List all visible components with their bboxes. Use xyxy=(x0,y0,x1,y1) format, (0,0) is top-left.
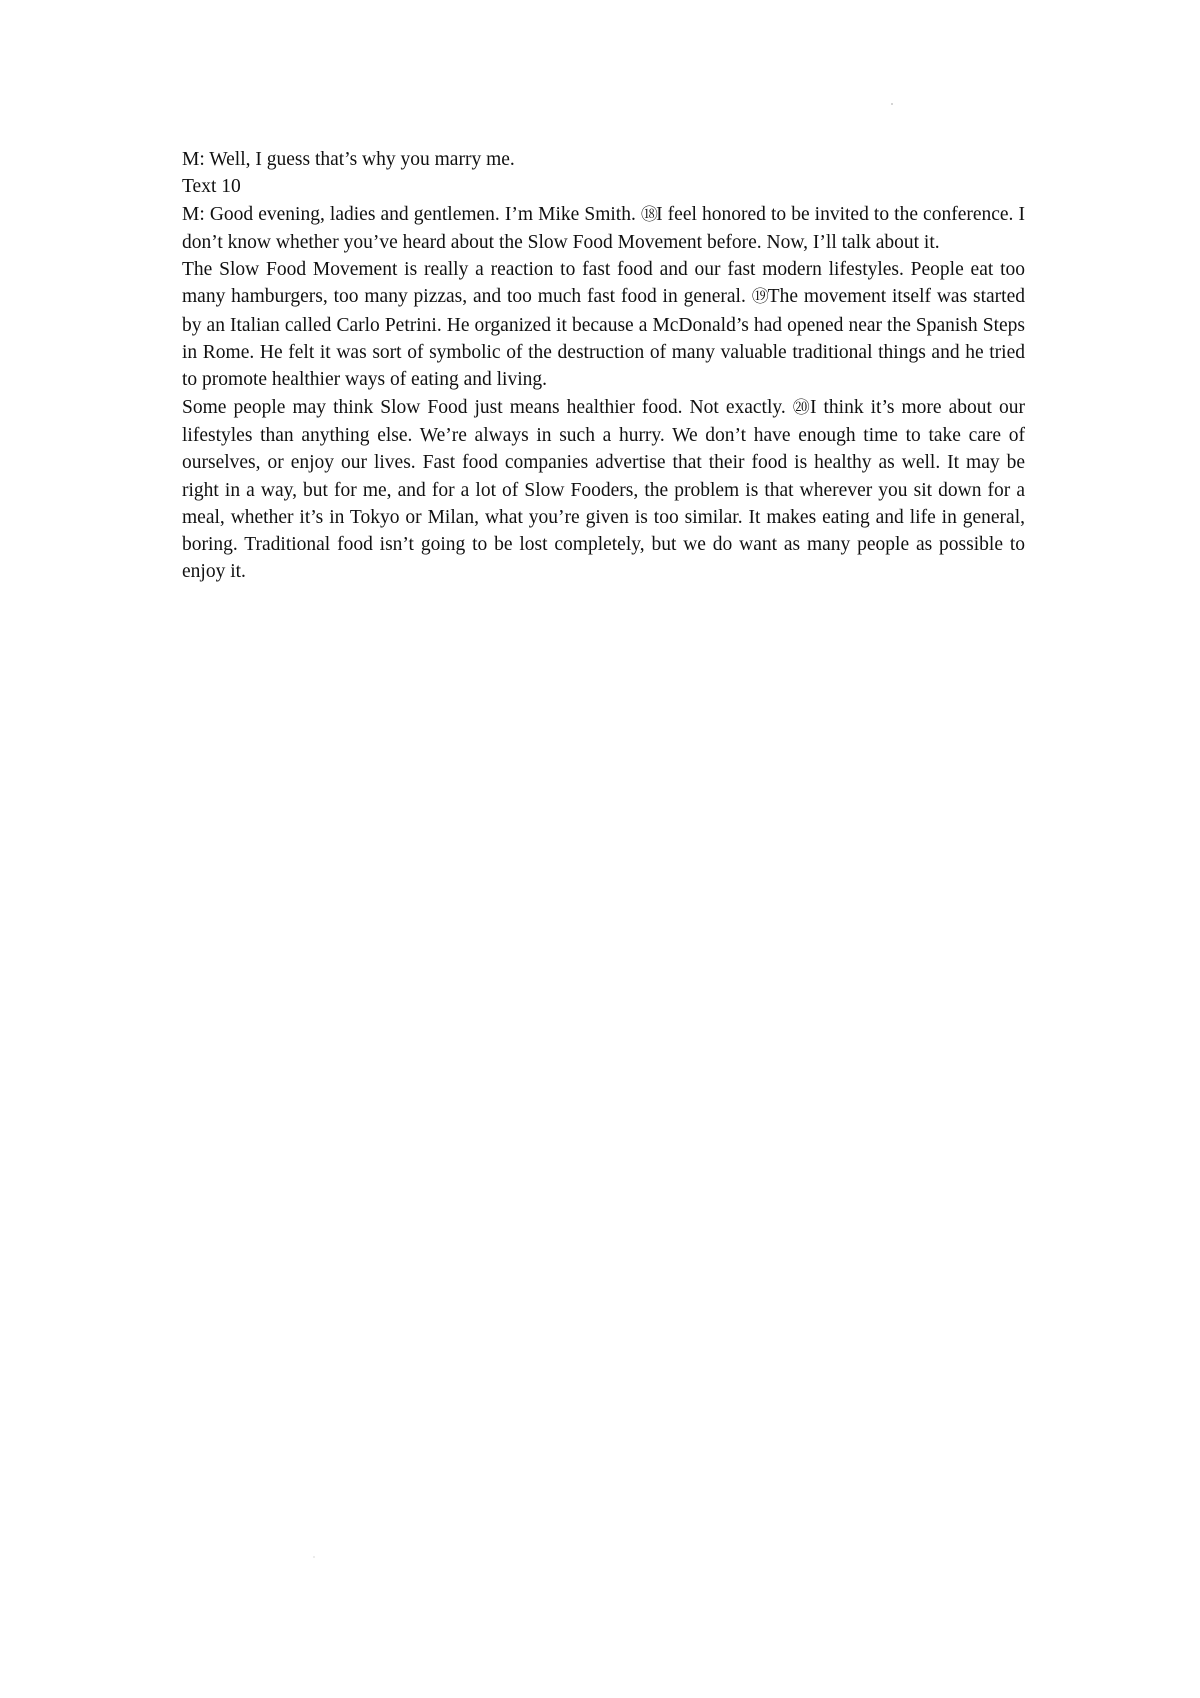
paragraph-intro-part-b: I feel honored to be invited to the conference. I don’t know whether you’ve heard about the Slow Food Movement before. Now, I’ll talk about it. xyxy=(182,203,1026,253)
question-marker-18: ⑱ xyxy=(640,204,654,225)
previous-dialogue-line: M: Well, I guess that’s why you marry me. xyxy=(182,149,515,170)
transcript-text xyxy=(182,146,1025,586)
scan-speck xyxy=(891,103,893,105)
scan-speck xyxy=(313,1556,315,1558)
paragraph-lifestyle-part-b: I think it’s more about our lifestyles than anything else. We’re always in such a hurry. We don’t have enough time to take care of ourselves, or enjoy our lives. Fast food companies advertise that their food is healthy as well. It may be right in a way, but for me, and for a lot of Slow Fooders, the problem is that wherever you sit down for a meal, whether it’s in Tokyo or Milan, what you’re given is too similar. It makes eating and life in general, boring. Traditional food isn’t going to be lost completely, but we do want as many people as possible to enjoy it. xyxy=(182,396,1025,583)
paragraph-intro-part-a: M: Good evening, ladies and gentlemen. I’m Mike Smith. xyxy=(182,203,641,225)
question-marker-20: ⑳ xyxy=(792,397,807,418)
paragraph-intro xyxy=(182,201,1025,257)
paragraph-lifestyle-part-a: Some people may think Slow Food just means healthier food. Not exactly. xyxy=(182,396,793,418)
paragraph-origin-part-b: The movement itself was started by an Italian called Carlo Petrini. He organized it because a McDonald’s had opened near the Spanish Steps in Rome. He felt it was sort of symbolic of the destruction of many valuable traditional things and he tried to promote healthier ways of eating and living. xyxy=(182,286,1026,391)
text-heading: Text 10 xyxy=(182,176,241,198)
paragraph-origin-part-a: The Slow Food Movement is really a reaction to fast food and our fast modern lifestyles. People eat too many hamburgers, too many pizzas, and too much fast food in general. xyxy=(182,259,1025,308)
question-marker-19: ⑲ xyxy=(751,287,765,308)
paragraph-slow-food-origin xyxy=(182,256,1025,393)
paragraph-lifestyle xyxy=(182,394,1025,586)
